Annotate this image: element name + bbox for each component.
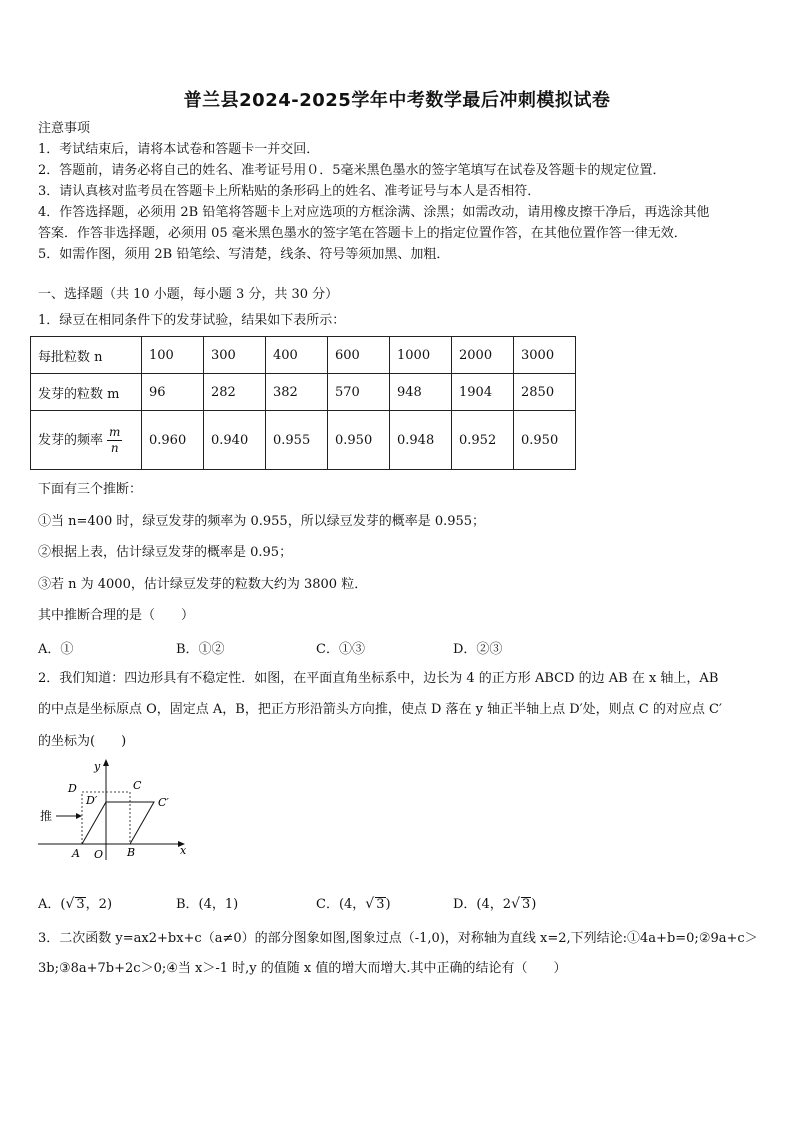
row-header: 发芽的粒数 m	[31, 374, 142, 411]
option-text: )	[531, 897, 537, 912]
table-row	[31, 374, 576, 411]
option-text: ，2)	[85, 897, 113, 912]
label-D-prime: D′	[86, 794, 98, 807]
option-text: A．(	[38, 897, 66, 912]
option-text: D．(4，	[453, 897, 503, 912]
table-cell: 2850	[514, 374, 576, 411]
notice-item: 1．考试结束后，请将本试卷和答题卡一并交回．	[38, 142, 320, 157]
question-1-prompt: 其中推断合理的是（ ）	[38, 608, 195, 623]
notice-item: 2．答题前，请务必将自己的姓名、准考证号用０．5毫米黑色墨水的签字笔填写在试卷及答题卡的规定位置．	[38, 163, 666, 178]
page-title: 普兰县2024-2025学年中考数学最后冲刺模拟试卷	[183, 90, 611, 111]
table-cell: 0.952	[452, 411, 514, 470]
option-d[interactable]	[453, 893, 536, 912]
germination-table	[30, 336, 576, 470]
row-header	[31, 411, 142, 470]
option-a[interactable]	[38, 893, 112, 912]
table-cell: 282	[204, 374, 266, 411]
notice-heading: 注意事项	[38, 121, 91, 136]
square-push-figure	[34, 756, 194, 866]
inference-intro: 下面有三个推断：	[38, 482, 143, 497]
push-label: 推	[40, 809, 53, 823]
option-d[interactable]: D．②③	[453, 642, 503, 657]
fraction-denominator: n	[110, 440, 119, 455]
table-row	[31, 411, 576, 470]
question-2-text: 的坐标为( )	[38, 734, 127, 749]
fraction-numerator: m	[109, 424, 121, 439]
y-axis-arrow	[103, 759, 109, 766]
question-2-text: 2．我们知道：四边形具有不稳定性．如图，在平面直角坐标系中，边长为 4 的正方形 ABCD 的边 AB 在 x 轴上，AB	[38, 671, 719, 686]
option-a[interactable]: A．①	[38, 642, 74, 657]
notice-item: 3．请认真核对监考员在答题卡上所粘贴的条形码上的姓名、准考证号与本人是否相符．	[38, 184, 541, 199]
label-y: y	[94, 760, 101, 773]
notice-item: 5．如需作图，须用 2B 铅笔绘、写清楚，线条、符号等须加黑、加粗．	[38, 247, 450, 262]
table-row	[31, 337, 576, 374]
option-text: C．(4，	[316, 897, 366, 912]
row-header-label: 发芽的频率	[38, 432, 104, 448]
radicand: 3	[376, 897, 385, 912]
table-cell: 0.960	[142, 411, 204, 470]
label-C: C	[133, 779, 142, 792]
table-cell: 96	[142, 374, 204, 411]
radicand: 3	[521, 897, 531, 912]
notice-item: 答案．作答非选择题，必须用 05 毫米黑色墨水的签字笔在答题卡上的指定位置作答，在其他位置作答一律无效．	[38, 226, 687, 241]
question-3-text: 3b;③8a+7b+2c＞0;④当 x＞-1 时,y 的值随 x 值的增大而增大.其中正确的结论有（ ）	[38, 961, 567, 976]
table-cell: 0.948	[390, 411, 452, 470]
sqrt-icon: √	[65, 896, 75, 912]
sqrt-icon: √	[365, 896, 375, 912]
table-cell: 2000	[452, 337, 514, 374]
fraction-m-over-n	[107, 425, 122, 456]
question-3-text: 3．二次函数 y=ax2+bx+c（a≠0）的部分图象如图,图象过点（-1,0)，对称轴为直线 x=2,下列结论:①4a+b=0;②9a+c＞	[38, 931, 758, 946]
table-cell: 382	[266, 374, 328, 411]
table-cell: 948	[390, 374, 452, 411]
question-2-text: 的中点是坐标原点 O，固定点 A，B，把正方形沿箭头方向推，使点 D 落在 y 轴正半轴上点 D′处，则点 C 的对应点 C′	[38, 702, 722, 717]
option-text: )	[385, 897, 391, 912]
table-cell: 570	[328, 374, 390, 411]
pushed-parallelogram	[82, 802, 154, 844]
table-cell: 0.940	[204, 411, 266, 470]
question-1-stem: 1．绿豆在相同条件下的发芽试验，结果如下表所示：	[38, 313, 346, 328]
notice-item: 4．作答选择题，必须用 2B 铅笔将答题卡上对应选项的方框涂满、涂黑；如需改动，请用橡皮擦干净后，再选涂其他	[38, 205, 710, 220]
label-x: x	[180, 844, 187, 857]
label-D: D	[68, 782, 77, 795]
table-cell: 100	[142, 337, 204, 374]
label-C-prime: C′	[158, 796, 169, 809]
option-c[interactable]	[316, 893, 391, 912]
row-header: 每批粒数 n	[31, 337, 142, 374]
table-cell: 400	[266, 337, 328, 374]
label-O: O	[94, 848, 104, 861]
table-cell: 3000	[514, 337, 576, 374]
table-cell: 1000	[390, 337, 452, 374]
sqrt-icon: √	[511, 896, 520, 912]
table-cell: 1904	[452, 374, 514, 411]
radicand: 3	[76, 897, 85, 912]
table-cell: 0.950	[514, 411, 576, 470]
inference-item: ②根据上表，估计绿豆发芽的概率是 0.95；	[38, 545, 293, 560]
option-b[interactable]: B．(4，1)	[176, 897, 239, 912]
coefficient: 2	[502, 897, 512, 912]
table-cell: 0.950	[328, 411, 390, 470]
option-b[interactable]: B．①②	[176, 642, 225, 657]
section-heading: 一、选择题（共 10 小题，每小题 3 分，共 30 分）	[38, 287, 339, 302]
inference-item: ③若 n 为 4000，估计绿豆发芽的粒数大约为 3800 粒．	[38, 577, 368, 592]
table-cell: 300	[204, 337, 266, 374]
option-c[interactable]: C．①③	[316, 642, 365, 657]
push-arrow-head	[76, 813, 82, 819]
table-cell: 600	[328, 337, 390, 374]
table-cell: 0.955	[266, 411, 328, 470]
label-A: A	[72, 847, 80, 860]
label-B: B	[127, 846, 136, 859]
inference-item: ①当 n=400 时，绿豆发芽的频率为 0.955，所以绿豆发芽的概率是 0.955；	[38, 514, 486, 529]
